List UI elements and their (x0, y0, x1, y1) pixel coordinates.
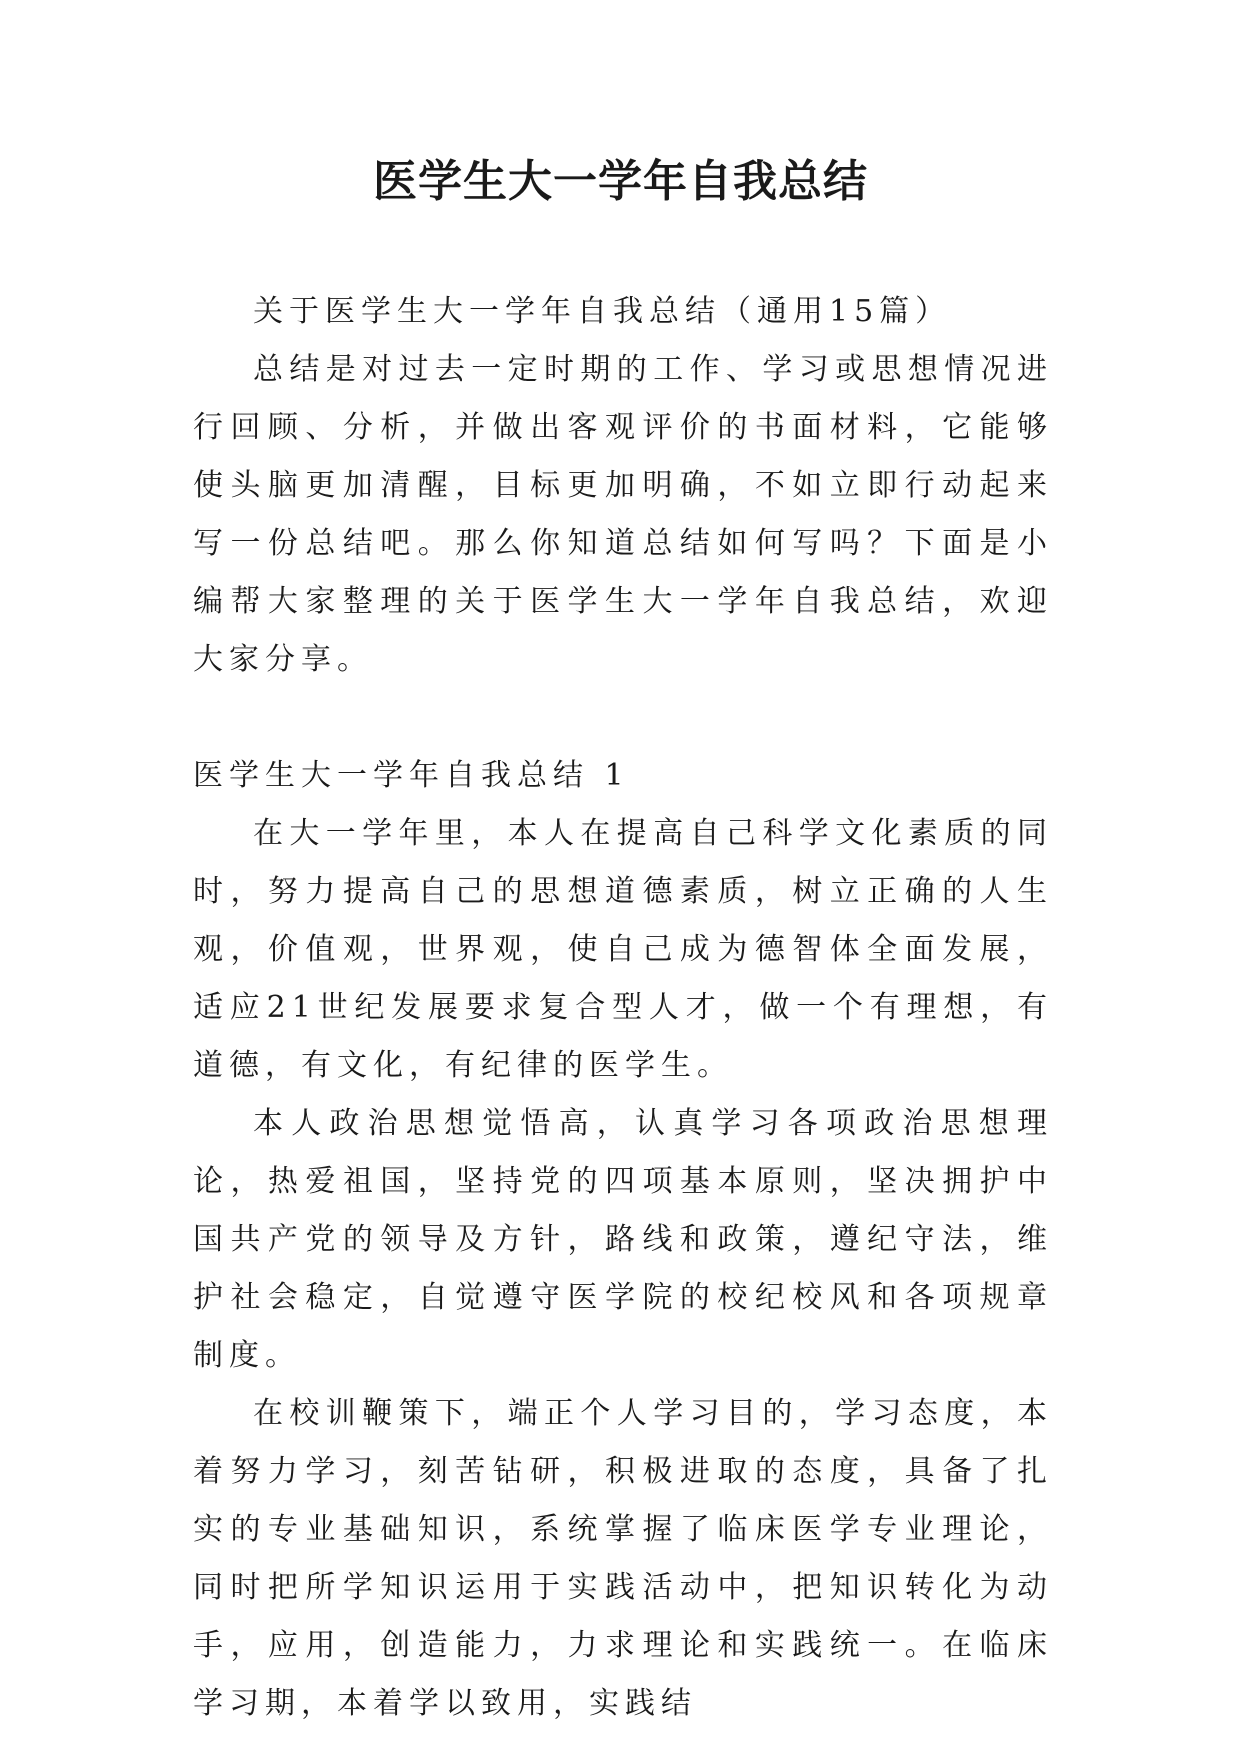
body-paragraph-3: 在校训鞭策下，端正个人学习目的，学习态度，本着努力学习，刻苦钻研，积极进取的态度，具备了扎实的专业基础知识，系统掌握了临床医学专业理论，同时把所学知识运用于实践活动中，把知识转化为动手，应用，创造能力，力求理论和实践统一。在临床学习期，本着学以致用，实践结 (193, 1396, 1053, 1721)
document-body (193, 283, 1053, 1733)
section-heading: 医学生大一学年自我总结 1 (193, 758, 630, 793)
document-title: 医学生大一学年自我总结 (373, 156, 868, 207)
document-subtitle: 关于医学生大一学年自我总结（通用15篇） (253, 294, 952, 329)
body-paragraph-2: 本人政治思想觉悟高，认真学习各项政治思想理论，热爱祖国，坚持党的四项基本原则，坚决拥护中国共产党的领导及方针，路线和政策，遵纪守法，维护社会稳定，自觉遵守医学院的校纪校风和各项规章制度。 (193, 1106, 1053, 1373)
intro-paragraph: 总结是对过去一定时期的工作、学习或思想情况进行回顾、分析，并做出客观评价的书面材料，它能够使头脑更加清醒，目标更加明确，不如立即行动起来写一份总结吧。那么你知道总结如何写吗？下面是小编帮大家整理的关于医学生大一学年自我总结，欢迎大家分享。 (193, 352, 1053, 677)
body-paragraph-1: 在大一学年里，本人在提高自己科学文化素质的同时，努力提高自己的思想道德素质，树立正确的人生观，价值观，世界观，使自己成为德智体全面发展，适应21世纪发展要求复合型人才，做一个有理想，有道德，有文化，有纪律的医学生。 (193, 816, 1053, 1083)
